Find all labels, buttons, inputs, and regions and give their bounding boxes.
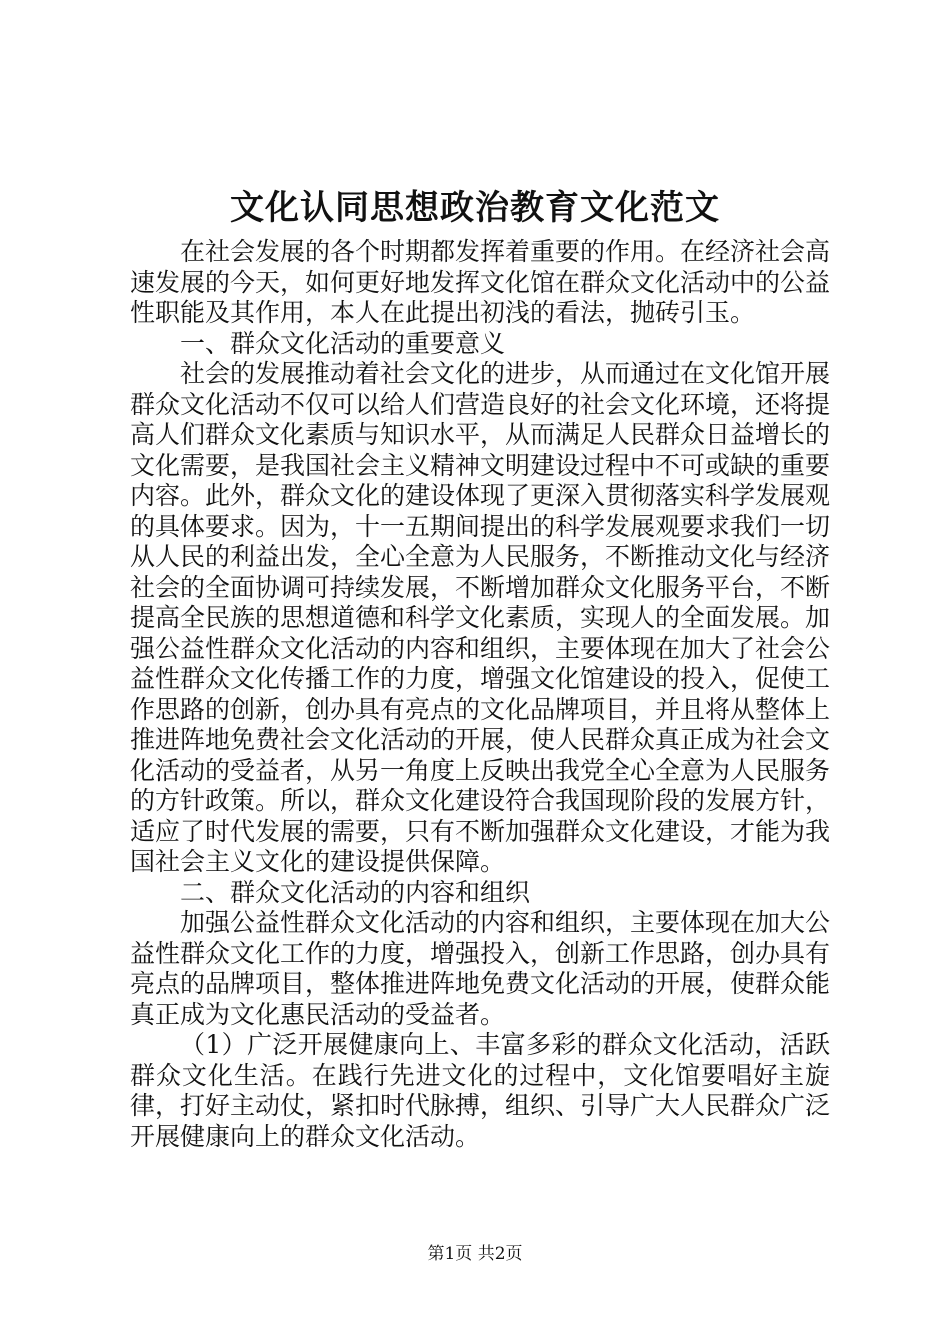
document-title: 文化认同思想政治教育文化范文 <box>230 188 720 228</box>
page-footer: 第1页 共2页 <box>427 1244 523 1264</box>
section-heading-1: 一、群众文化活动的重要意义 <box>180 328 506 358</box>
intro-paragraph: 在社会发展的各个时期都发挥着重要的作用。在经济社会高速发展的今天，如何更好地发挥文化馆在群众文化活动中的公益性职能及其作用，本人在此提出初浅的看法，抛砖引玉。 <box>130 237 831 327</box>
section-heading-2: 二、群众文化活动的内容和组织 <box>180 877 531 907</box>
body-paragraph: 社会的发展推动着社会文化的进步，从而通过在文化馆开展群众文化活动不仅可以给人们营造良好的社会文化环境，还将提高人们群众文化素质与知识水平，从而满足人民群众日益增长的文化需要，是我国社会主义精神文明建设过程中不可或缺的重要内容。此外，群众文化的建设体现了更深入贯彻落实科学发展观的具体要求。因为，十一五期间提出的科学发展观要求我们一切从人民的利益出发，全心全意为人民服务，不断推动文化与经济社会的全面协调可持续发展，不断增加群众文化服务平台，不断提高全民族的思想道德和科学文化素质，实现人的全面发展。加强公益性群众文化活动的内容和组织，主要体现在加大了社会公益性群众文化传播工作的力度，增强文化馆建设的投入，促使工作思路的创新，创办具有亮点的文化品牌项目，并且将从整体上推进阵地免费社会文化活动的开展，使人民群众真正成为社会文化活动的受益者，从另一角度上反映出我党全心全意为人民服务的方针政策。所以，群众文化建设符合我国现阶段的发展方针，适应了时代发展的需要，只有不断加强群众文化建设，才能为我国社会主义文化的建设提供保障。 <box>130 359 831 876</box>
body-paragraph: （1）广泛开展健康向上、丰富多彩的群众文化活动，活跃群众文化生活。在践行先进文化的过程中，文化馆要唱好主旋律，打好主动仗，紧扣时代脉搏，组织、引导广大人民群众广泛开展健康向上的群众文化活动。 <box>130 1030 831 1151</box>
body-paragraph: 加强公益性群众文化活动的内容和组织，主要体现在加大公益性群众文化工作的力度，增强投入，创新工作思路，创办具有亮点的品牌项目，整体推进阵地免费文化活动的开展，使群众能真正成为文化惠民活动的受益者。 <box>130 908 831 1029</box>
document-body <box>130 237 830 1152</box>
